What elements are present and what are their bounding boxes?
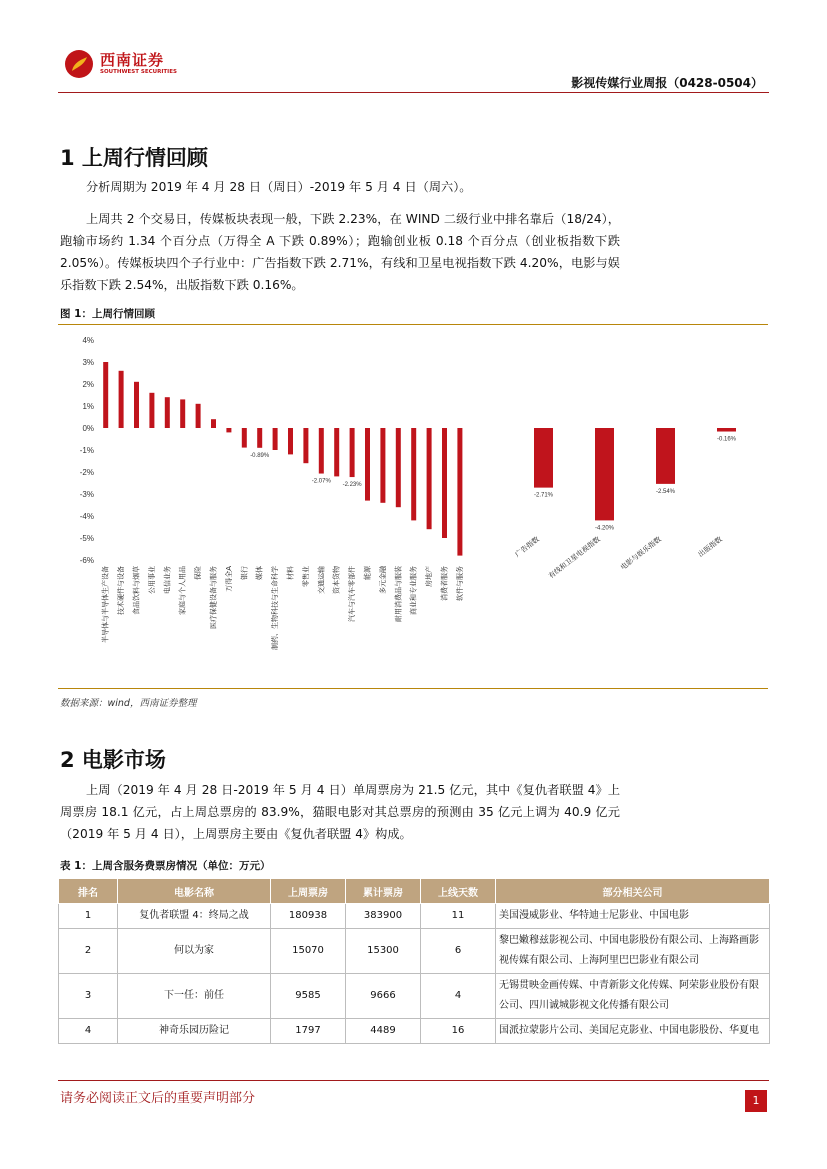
table-row bbox=[59, 974, 770, 1019]
section2-heading: 2 电影市场 bbox=[60, 748, 166, 772]
chart-bar bbox=[303, 428, 308, 463]
y-tick-label: 0% bbox=[82, 424, 94, 433]
y-tick-label: -2% bbox=[79, 468, 94, 477]
x-tick-label: 汽车与汽车零部件 bbox=[348, 566, 357, 622]
cell-rank: 2 bbox=[59, 929, 118, 974]
table-row bbox=[59, 1019, 770, 1044]
chart-bar bbox=[242, 428, 247, 448]
col-total: 累计票房 bbox=[346, 879, 421, 904]
cell-days: 6 bbox=[421, 929, 496, 974]
x-tick-label: 食品饮料与烟草 bbox=[132, 566, 141, 615]
x-tick-label: 能源 bbox=[363, 566, 372, 580]
y-tick-label: 2% bbox=[82, 380, 94, 389]
col-companies: 部分相关公司 bbox=[496, 879, 770, 904]
subsector-bar bbox=[595, 428, 614, 520]
logo-english-name: SOUTHWEST SECURITIES bbox=[100, 69, 177, 75]
cell-days: 11 bbox=[421, 904, 496, 929]
x-tick-label: 保险 bbox=[194, 566, 203, 580]
subsector-data-label: -2.71% bbox=[533, 492, 554, 499]
figure-caption: 图 1：上周行情回顾 bbox=[60, 308, 155, 320]
y-tick-label: -6% bbox=[79, 556, 94, 565]
chart-bar bbox=[211, 419, 216, 428]
data-label: -2.23% bbox=[342, 482, 362, 489]
x-tick-label: 消费者服务 bbox=[440, 566, 449, 601]
box-office-table bbox=[58, 878, 770, 1044]
cell-companies: 无锡贯映金画传媒、中青新影文化传媒、阿荣影业股份有限公司、四川诚城影视文化传播有限公司 bbox=[496, 974, 770, 1019]
chart-bar bbox=[180, 399, 185, 428]
x-tick-label: 软件与服务 bbox=[455, 566, 464, 601]
data-label: -0.89% bbox=[250, 452, 270, 459]
x-tick-label: 半导体与半导体生产设备 bbox=[101, 566, 110, 643]
y-tick-label: 4% bbox=[82, 336, 94, 345]
y-tick-label: 1% bbox=[82, 402, 94, 411]
section2-paragraph: 上周（2019 年 4 月 28 日-2019 年 5 月 4 日）单周票房为 21.5 亿元，其中《复仇者联盟 4》上周票房 18.1 亿元，占上周总票房的 83.9%，猫眼电影对其总票房的预测由 35 亿元上调为 40.9 亿元（2019 年 5 月 4 日），上周票房主要由《复仇者联盟 4》构成。 bbox=[60, 783, 620, 841]
x-tick-label: 医疗保健设备与服务 bbox=[209, 566, 218, 629]
subsector-label: 出版指数 bbox=[696, 535, 724, 559]
x-tick-label: 零售业 bbox=[301, 566, 310, 587]
chart-bar bbox=[427, 428, 432, 529]
cell-film: 下一任：前任 bbox=[118, 974, 271, 1019]
section1-heading: 1 上周行情回顾 bbox=[60, 146, 208, 170]
header-divider bbox=[58, 92, 769, 93]
chart-bar bbox=[319, 428, 324, 474]
chart-bar bbox=[334, 428, 339, 476]
x-tick-label: 万得全A bbox=[224, 566, 233, 592]
x-tick-label: 媒体 bbox=[255, 566, 264, 580]
cell-rank: 4 bbox=[59, 1019, 118, 1044]
logo-chinese-name: 西南证券 bbox=[100, 51, 165, 69]
cell-film: 复仇者联盟 4：终局之战 bbox=[118, 904, 271, 929]
chart-bar bbox=[165, 397, 170, 428]
chart-bar bbox=[288, 428, 293, 454]
chart-bar bbox=[457, 428, 462, 556]
cell-weekly: 9585 bbox=[271, 974, 346, 1019]
x-tick-label: 家庭与个人用品 bbox=[178, 566, 187, 615]
x-tick-label: 材料 bbox=[286, 566, 295, 580]
chart-bar bbox=[134, 382, 139, 428]
cell-film: 何以为家 bbox=[118, 929, 271, 974]
chart-bar bbox=[442, 428, 447, 538]
table-header-row bbox=[59, 879, 770, 904]
subsector-label: 电影与娱乐指数 bbox=[619, 535, 663, 572]
cell-companies: 黎巴嫩穆兹影视公司、中国电影股份有限公司、上海路画影视传媒有限公司、上海阿里巴巴影业有限公司 bbox=[496, 929, 770, 974]
cell-weekly: 180938 bbox=[271, 904, 346, 929]
x-tick-label: 商业和专业服务 bbox=[409, 566, 418, 615]
col-weekly: 上周票房 bbox=[271, 879, 346, 904]
cell-total: 9666 bbox=[346, 974, 421, 1019]
col-film: 电影名称 bbox=[118, 879, 271, 904]
chart-bar bbox=[380, 428, 385, 503]
subsector-data-label: -0.16% bbox=[716, 436, 737, 443]
cell-days: 16 bbox=[421, 1019, 496, 1044]
subsector-label: 广告指数 bbox=[513, 535, 541, 559]
figure-bottom-rule bbox=[58, 688, 768, 689]
cell-rank: 1 bbox=[59, 904, 118, 929]
market-review-chart bbox=[58, 330, 770, 680]
figure-top-rule bbox=[58, 324, 768, 325]
chart-bar bbox=[273, 428, 278, 450]
cell-companies: 美国漫威影业、华特迪士尼影业、中国电影 bbox=[496, 904, 770, 929]
x-tick-label: 多元金融 bbox=[378, 566, 387, 594]
logo-mark-icon bbox=[64, 49, 94, 79]
x-tick-label: 资本货物 bbox=[332, 566, 341, 594]
figure-source: 数据来源：wind，西南证券整理 bbox=[60, 698, 197, 709]
cell-days: 4 bbox=[421, 974, 496, 1019]
subsector-bar bbox=[717, 428, 736, 432]
cell-total: 383900 bbox=[346, 904, 421, 929]
chart-bar bbox=[396, 428, 401, 507]
subsector-bar bbox=[534, 428, 553, 488]
chart-bar bbox=[196, 404, 201, 428]
company-logo bbox=[64, 46, 177, 84]
subsector-data-label: -2.54% bbox=[655, 488, 676, 495]
section1-paragraph-1: 分析周期为 2019 年 4 月 28 日（周日）-2019 年 5 月 4 日（周六）。 bbox=[86, 180, 472, 194]
table-row bbox=[59, 929, 770, 974]
x-tick-label: 耐用消费品与服装 bbox=[394, 566, 403, 622]
subsector-label: 有线和卫星电视指数 bbox=[547, 535, 602, 581]
chart-bar bbox=[226, 428, 231, 432]
report-title: 影视传媒行业周报（0428-0504） bbox=[571, 76, 763, 90]
cell-total: 4489 bbox=[346, 1019, 421, 1044]
cell-weekly: 15070 bbox=[271, 929, 346, 974]
y-tick-label: -4% bbox=[79, 512, 94, 521]
y-tick-label: 3% bbox=[82, 358, 94, 367]
x-tick-label: 公用事业 bbox=[147, 566, 156, 594]
chart-bar bbox=[365, 428, 370, 501]
table-row bbox=[59, 904, 770, 929]
section1-paragraph-2: 上周共 2 个交易日，传媒板块表现一般，下跌 2.23%，在 WIND 二级行业中排名靠后（18/24），跑输市场约 1.34 个百分点（万得全 A 下跌 0.89%）；跑输创业板 0.18 个百分点（创业板指数下跌 2.05%）。传媒板块四个子行业中：广告指数下跌 2.71%，有线和卫星电视指数下跌 4.20%，电影与娱乐指数下跌 2.54%，出版指数下跌 0.16%。 bbox=[60, 212, 620, 292]
col-days: 上线天数 bbox=[421, 879, 496, 904]
chart-bar bbox=[350, 428, 355, 477]
cell-companies: 国派拉蒙影片公司、美国尼克影业、中国电影股份、华夏电 bbox=[496, 1019, 770, 1044]
cell-rank: 3 bbox=[59, 974, 118, 1019]
subsector-bar bbox=[656, 428, 675, 484]
y-tick-label: -5% bbox=[79, 534, 94, 543]
cell-film: 神奇乐园历险记 bbox=[118, 1019, 271, 1044]
data-label: -2.07% bbox=[311, 478, 331, 485]
x-tick-label: 电信业务 bbox=[163, 566, 172, 594]
cell-weekly: 1797 bbox=[271, 1019, 346, 1044]
chart-bar bbox=[103, 362, 108, 428]
x-tick-label: 房地产 bbox=[425, 566, 434, 587]
y-tick-label: -3% bbox=[79, 490, 94, 499]
chart-bar bbox=[411, 428, 416, 520]
y-tick-label: -1% bbox=[79, 446, 94, 455]
chart-bar bbox=[119, 371, 124, 428]
x-tick-label: 银行 bbox=[240, 566, 249, 580]
footer-notice: 请务必阅读正文后的重要声明部分 bbox=[60, 1091, 256, 1106]
footer-divider bbox=[58, 1080, 769, 1081]
x-tick-label: 技术硬件与设备 bbox=[117, 566, 126, 615]
col-rank: 排名 bbox=[59, 879, 118, 904]
chart-bar bbox=[149, 393, 154, 428]
table-caption: 表 1：上周含服务费票房情况（单位：万元） bbox=[60, 860, 271, 872]
subsector-data-label: -4.20% bbox=[594, 525, 615, 532]
chart-bar bbox=[257, 428, 262, 448]
page-number: 1 bbox=[745, 1090, 767, 1112]
x-tick-label: 交通运输 bbox=[317, 566, 326, 594]
cell-total: 15300 bbox=[346, 929, 421, 974]
x-tick-label: 制药、生物科技与生命科学 bbox=[271, 566, 280, 650]
